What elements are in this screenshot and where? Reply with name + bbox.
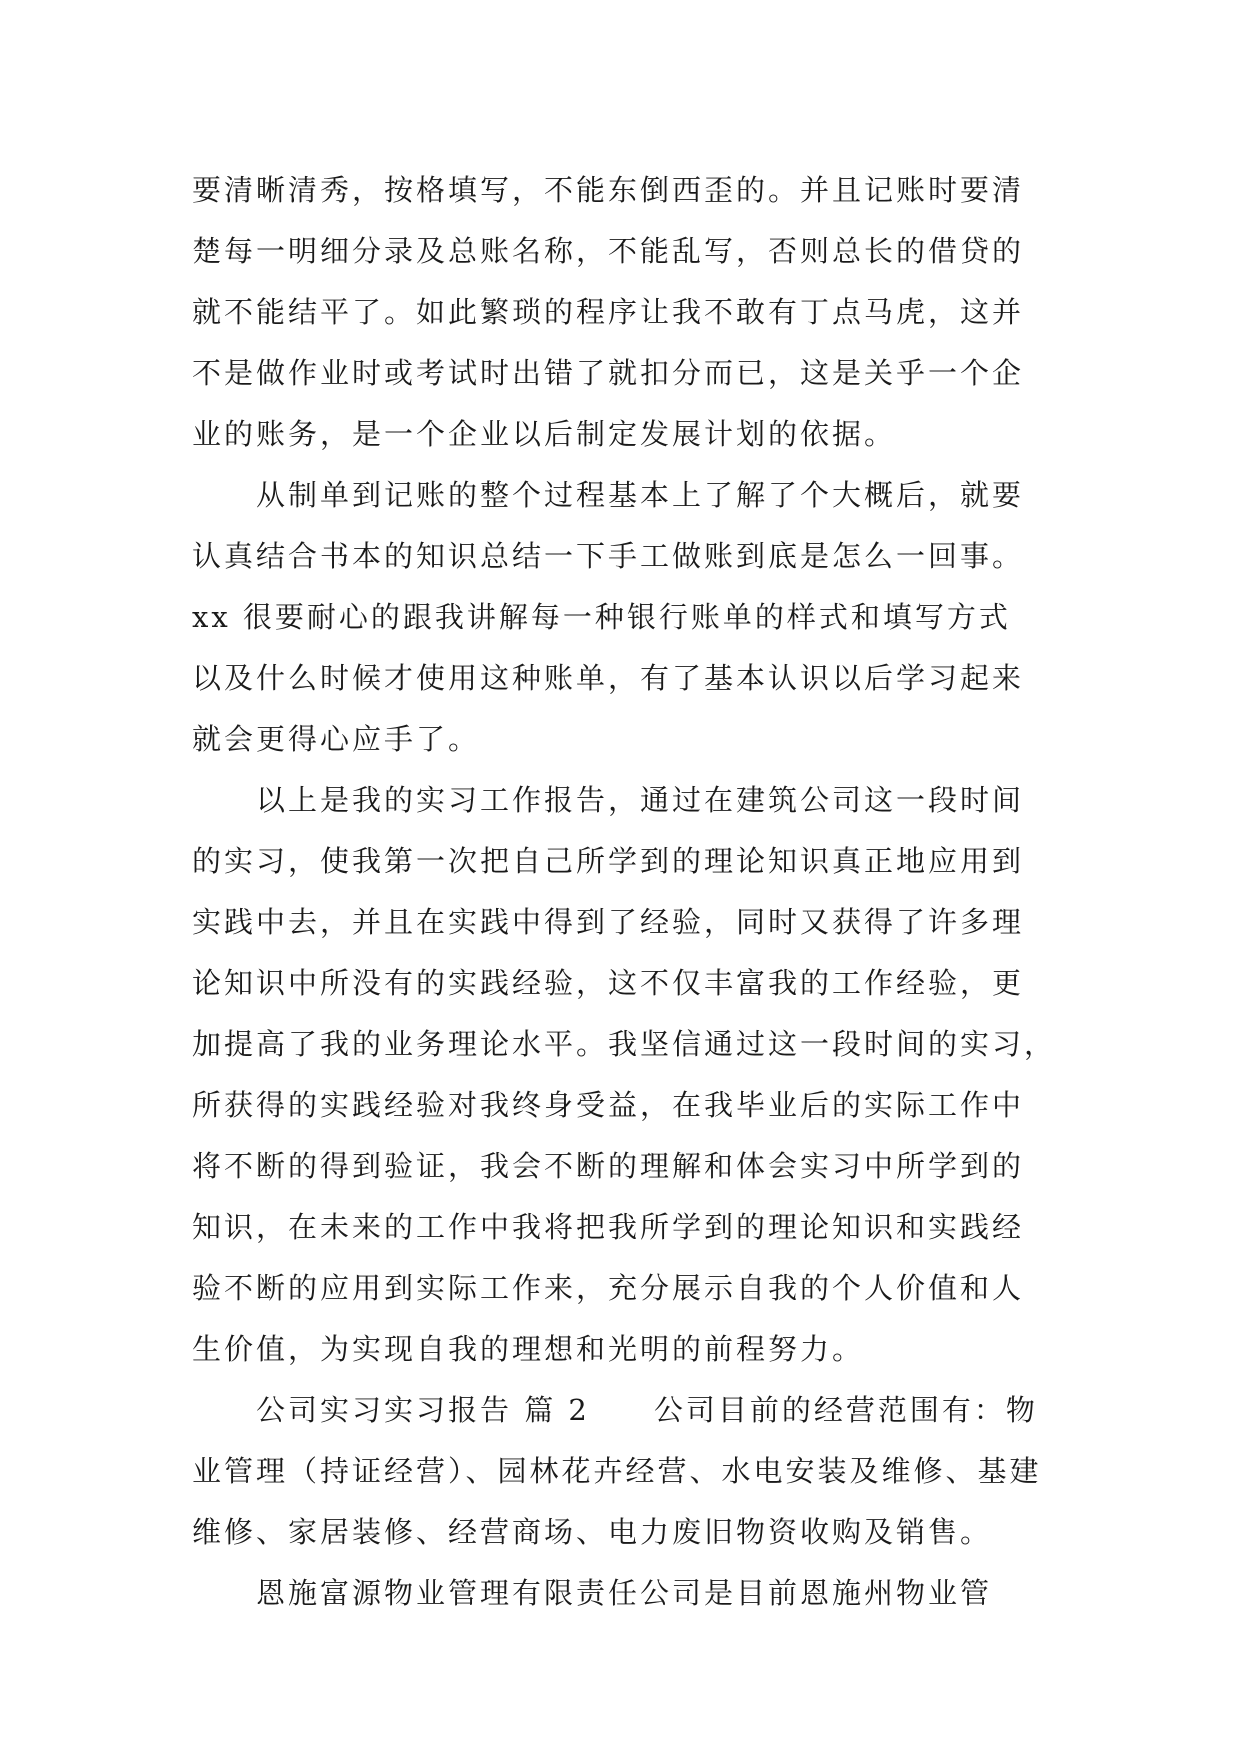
text-line: xx 很要耐心的跟我讲解每一种银行账单的样式和填写方式 [192,600,1011,634]
text-line: 以及什么时候才使用这种账单，有了基本认识以后学习起来 [192,661,1025,695]
text-line: 从制单到记账的整个过程基本上了解了个大概后，就要 [256,478,1025,512]
text-line: 所获得的实践经验对我终身受益，在我毕业后的实际工作中 [192,1088,1025,1122]
paragraph-3 [192,770,1062,1380]
paragraph-1 [192,160,1062,465]
text-line: 生价值，为实现自我的理想和光明的前程努力。 [192,1332,865,1366]
text-line: 实践中去，并且在实践中得到了经验，同时又获得了许多理 [192,905,1025,939]
text-line: 业的账务，是一个企业以后制定发展计划的依据。 [192,417,897,451]
text-line: 验不断的应用到实际工作来，充分展示自我的个人价值和人 [192,1271,1025,1305]
document-body [192,160,1062,1624]
text-line: 维修、家居装修、经营商场、电力废旧物资收购及销售。 [192,1515,993,1549]
text-line: 知识，在未来的工作中我将把我所学到的理论知识和实践经 [192,1210,1025,1244]
paragraph-5 [192,1563,1062,1624]
text-line: 加提高了我的业务理论水平。我坚信通过这一段时间的实习， [192,1027,1057,1061]
text-line: 公司实习实习报告 篇 2 公司目前的经营范围有：物 [256,1393,1038,1427]
text-line: 认真结合书本的知识总结一下手工做账到底是怎么一回事。 [192,539,1025,573]
text-line: 以上是我的实习工作报告，通过在建筑公司这一段时间 [256,783,1025,817]
text-line: 将不断的得到验证，我会不断的理解和体会实习中所学到的 [192,1149,1025,1183]
text-line: 要清晰清秀，按格填写，不能东倒西歪的。并且记账时要清 [192,173,1025,207]
paragraph-4 [192,1380,1062,1563]
text-line: 的实习，使我第一次把自己所学到的理论知识真正地应用到 [192,844,1025,878]
text-line: 就不能结平了。如此繁琐的程序让我不敢有丁点马虎，这并 [192,295,1025,329]
text-line: 业管理（持证经营）、园林花卉经营、水电安装及维修、基建 [192,1454,1042,1488]
text-line: 就会更得心应手了。 [192,722,481,756]
paragraph-2 [192,465,1062,770]
text-line: 不是做作业时或考试时出错了就扣分而已，这是关乎一个企 [192,356,1025,390]
text-line: 论知识中所没有的实践经验，这不仅丰富我的工作经验，更 [192,966,1025,1000]
text-line: 楚每一明细分录及总账名称，不能乱写，否则总长的借贷的 [192,234,1025,268]
text-line: 恩施富源物业管理有限责任公司是目前恩施州物业管 [256,1576,993,1610]
